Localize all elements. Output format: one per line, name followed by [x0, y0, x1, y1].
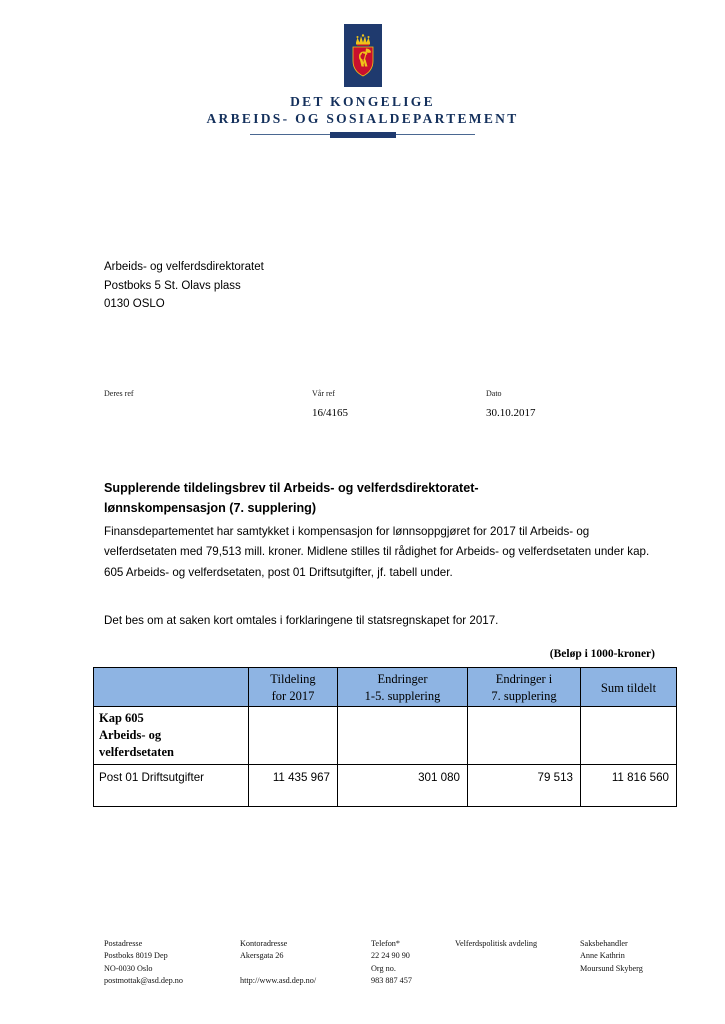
table-group-label-line3: velferdsetaten — [99, 745, 174, 759]
footer-kontoradresse-line1: Akersgata 26 — [240, 951, 284, 961]
recipient-address-block — [104, 258, 264, 314]
table-cell-sum-tildelt: 11 816 560 — [581, 765, 677, 807]
footer-postadresse-line2: NO-0030 Oslo — [104, 963, 153, 973]
table-header-endringer-1-5-line1: Endringer — [377, 672, 428, 686]
table-header-endringer-1-5 — [338, 668, 468, 707]
recipient-line-1: Arbeids- og velferdsdirektoratet — [104, 261, 264, 273]
footer-saksbehandler-line1: Anne Kathrin — [580, 951, 625, 961]
dato-value: 30.10.2017 — [486, 407, 536, 419]
footer-column-saksbehandler — [580, 938, 690, 975]
table-row — [94, 765, 677, 807]
footer-column-postadresse — [104, 938, 234, 988]
table-group-label-line1: Kap 605 — [99, 711, 144, 725]
table-group-label-line2: Arbeids- og — [99, 728, 162, 742]
table-header-sum-tildelt — [581, 668, 677, 707]
table-cell-post-label: Post 01 Driftsutgifter — [94, 765, 249, 807]
table-caption: (Beløp i 1000-kroner) — [549, 648, 655, 660]
table-group-cell-4 — [581, 707, 677, 765]
footer-orgno-number: 983 887 457 — [371, 976, 412, 986]
table-header-endringer-7 — [468, 668, 581, 707]
table-cell-tildeling-2017: 11 435 967 — [249, 765, 338, 807]
document-title: Supplerende tildelingsbrev til Arbeids- og velferdsdirektoratet- lønnskompensasjon (7. supplering) — [104, 481, 479, 515]
table-header-tildeling-line2: for 2017 — [271, 689, 315, 703]
footer-column-avdeling — [455, 938, 580, 950]
footer-telefon-number: 22 24 90 90 — [371, 951, 410, 961]
body-paragraph-1: Finansdepartementet har samtykket i kompensasjon for lønnsoppgjøret for 2017 til Arbeids- og velferdsetaten med 79,513 mill. kroner. Midlene stilles til rådighet for Arbeids- og velferdsetaten under kap. 605 Arbeids- og velferdsetaten, post 01 Driftsutgifter, jf. tabell under. — [104, 525, 650, 579]
table-header-endringer-7-line2: 7. supplering — [491, 689, 557, 703]
footer-orgno-heading: Org no. — [371, 963, 396, 973]
footer-saksbehandler-heading: Saksbehandler — [580, 939, 628, 948]
footer-kontoradresse-line2 — [240, 963, 360, 975]
footer-postadresse-email[interactable]: postmottak@asd.dep.no — [104, 976, 183, 986]
recipient-line-3: 0130 OSLO — [104, 298, 165, 310]
table-header-endringer-1-5-line2: 1-5. supplering — [364, 689, 441, 703]
dato-label: Dato — [486, 389, 502, 398]
table-header-tildeling-line1: Tildeling — [270, 672, 316, 686]
footer-postadresse-heading: Postadresse — [104, 939, 143, 948]
table-group-cell-3 — [468, 707, 581, 765]
letterhead-rule-thick — [330, 132, 396, 138]
dato-column — [486, 388, 536, 420]
letterhead-line-2: ARBEIDS- OG SOSIALDEPARTEMENT — [206, 110, 519, 126]
footer-column-kontoradresse — [240, 938, 360, 988]
letterhead-line-1: DET KONGELIGE — [290, 94, 435, 109]
footer-kontoradresse-url[interactable]: http://www.asd.dep.no/ — [240, 976, 317, 986]
deres-ref-label: Deres ref — [104, 389, 134, 398]
table-group-cell-2 — [338, 707, 468, 765]
footer-postadresse-line1: Postboks 8019 Dep — [104, 951, 168, 961]
letterhead-rule — [250, 132, 475, 138]
footer-kontoradresse-heading: Kontoradresse — [240, 939, 288, 948]
crest-svg — [348, 33, 378, 79]
recipient-line-2: Postboks 5 St. Olavs plass — [104, 279, 241, 292]
table-group-cell-1 — [249, 707, 338, 765]
table-cell-endringer-7: 79 513 — [468, 765, 581, 807]
table-header-sum-tildelt-line2: Sum tildelt — [600, 680, 657, 695]
body-paragraph-2: Det bes om at saken kort omtales i forklaringene til statsregnskapet for 2017. — [104, 614, 499, 627]
table-row — [94, 707, 677, 765]
footer-telefon-heading: Telefon* — [371, 939, 400, 948]
table-header-tildeling — [249, 668, 338, 707]
var-ref-value: 16/4165 — [312, 407, 349, 419]
footer-saksbehandler-line2: Moursund Skyberg — [580, 963, 643, 973]
table-header-row — [94, 668, 677, 707]
deres-ref-column — [104, 388, 134, 406]
var-ref-label: Vår ref — [312, 389, 335, 398]
footer-avdeling-heading: Velferdspolitisk avdeling — [455, 939, 538, 948]
footer-column-telefon — [371, 938, 456, 988]
table-header-endringer-7-line1: Endringer i — [495, 672, 553, 686]
var-ref-column — [312, 388, 348, 420]
table-cell-endringer-1-5: 301 080 — [338, 765, 468, 807]
table-header-blank — [94, 668, 249, 707]
letterhead — [0, 24, 725, 138]
budget-table — [93, 667, 677, 807]
norwegian-coat-of-arms-icon — [344, 24, 382, 87]
table-group-label — [94, 707, 249, 765]
